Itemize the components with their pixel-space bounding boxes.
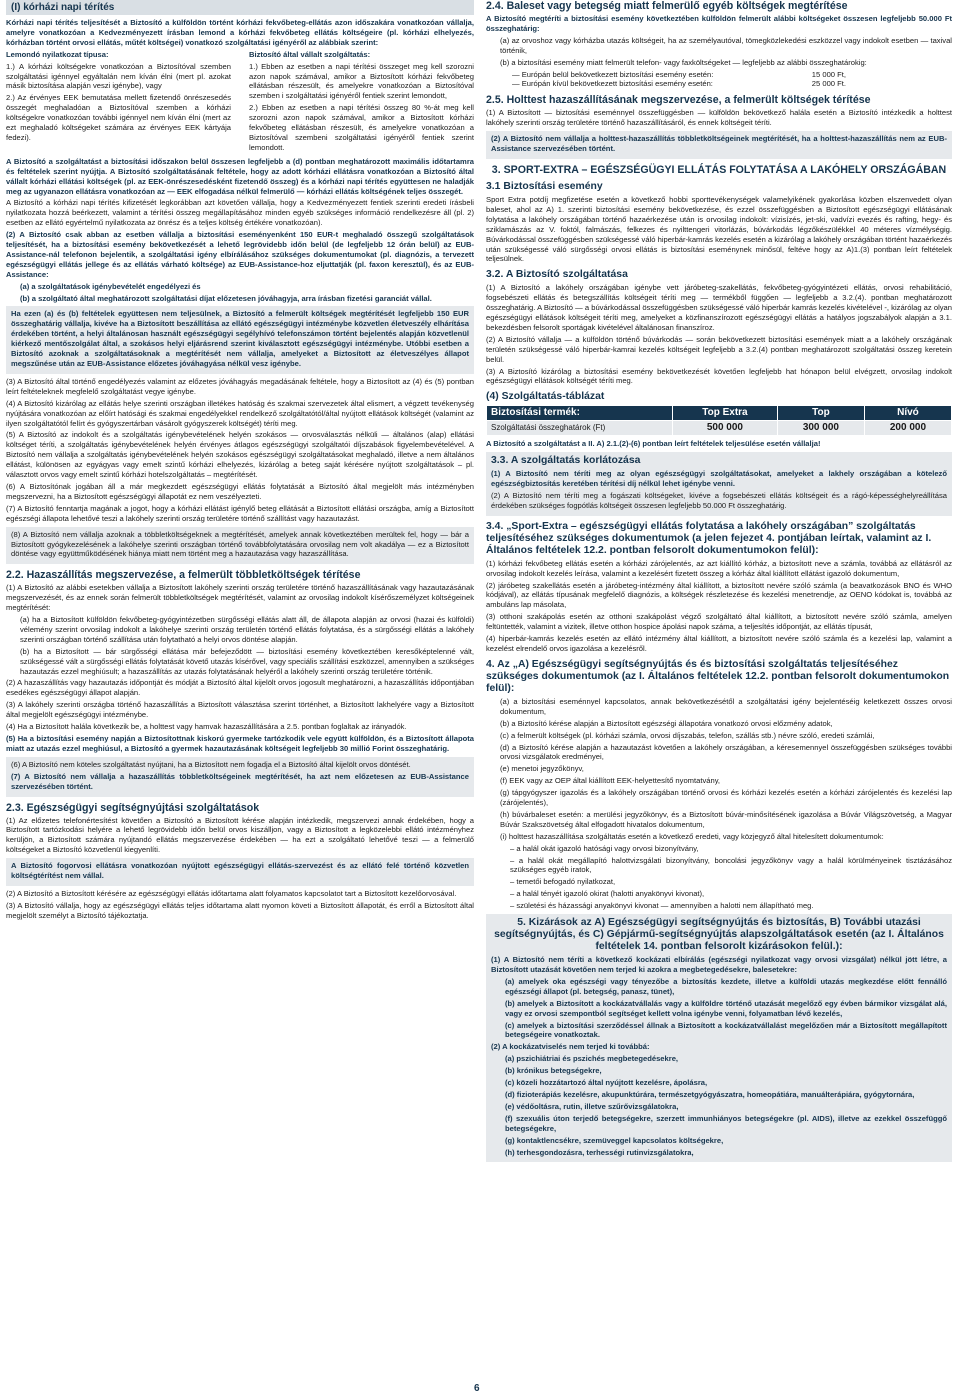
- list-item: – a halál tényét igazoló okirat (halotti anyakönyvi kivonat),: [510, 889, 705, 899]
- list-item: – születési és házassági anyakönyvi kivonat — amennyiben a halotti nem állapítható meg.: [510, 901, 814, 911]
- notice-text: (8) A Biztosító nem vállalja azoknak a többletköltségeknek a megtérítését, amelyek annak következtében merültek fel, hogy — bár a Biztosított gyógykezelésének a lakóhelye szerinti országban történő továbbfolytatására orvosilag nem volt akadálya — ez a Biztosított döntése vagy együttműködésének hiánya miatt nem történt meg a hazautazása vagy hazaszállítása.: [11, 529, 469, 559]
- intro-paragraph: Kórházi napi térítés teljesítését a Biztosító a külföldön történt kórházi fekvőbeteg-ellátás azon időszakára vonatkozóan vállalja, amelyre vonatkozóan a Kedvezményezett írásban lemond a kórházi fekvőbeteg ellátás költségeire (pl. kórházi elhelyezés, kórházban történt orvosi ellátás, műtét költségei) vonatkozó szolgáltatási igényéről az alábbiak szerint:: [6, 18, 474, 47]
- limit-value: 25 000 Ft.: [811, 79, 846, 89]
- list-item: (e) védőoltásra, rutin, illetve szűrővizsgálatokra,: [505, 1101, 679, 1111]
- notice-text: Ha ezen (a) és (b) feltételek együttesen nem teljesülnek, a Biztosító a felmerült költségek megtérítését legfeljebb 150 EUR összeghatárig vállalja, kivéve ha a Biztosított beszállítása az ellátó egészségügyi intézménybe közvetlen életveszély elhárítása érdekében történt, a helyi általánosan használt egészségügyi segélyhívó telefonszámon történt bejelentés alapján közvetlenül kiérkező mentőszolgálat által, a szokásos helyi eljárásrend szerint kiválasztott egészségügyi intézménybe. Utóbbi esetben a Biztosító azoknak a szolgáltatásoknak a megtérítését nem vállalja, amelyeket a Biztosított az életveszélyes állapot megszűnése után az EUB-Assistance előzetes jóváhagyása nélkül vesz igénybe.: [11, 309, 469, 368]
- table-header-cell: Top Extra: [673, 406, 778, 421]
- list-item: (a) ha a Biztosított külföldön fekvőbeteg-gyógyintézetben sürgősségi ellátás alatt áll, de állapota alapján az orvosi (hazai és külföldi) vélemény szerint orvosilag indokolt a lakóhelye szerinti ország területén történő ellátás folytatása, és a sürgősségi ellátás a lakóhely szerinti országban történő szállítása után folytatható a helyi orvos döntése alapján.: [20, 615, 474, 644]
- list-item: (b) a biztosítási esemény miatt felmerült telefon- vagy faxköltségeket — legfeljebb az alábbi összeghatárokig:: [500, 57, 867, 67]
- declaration-col-right: [249, 50, 474, 155]
- paragraph: (1) A Biztosító a lakóhely országában igénybe vett járóbeteg-szakellátás, fekvőbeteg-gyógyintézeti ellátás, orvosi rehabilitáció, fogsebészeti ellátás és betegszállítás költségeit téríti meg — termékből függően — legfeljebb a 3.2.(4). pontban meghatározott összeghatárig. A Biztosító — a búvárkodással összefüggésben szükségessé váló hiperbár kamrás kezelés kivételével -, kizárólag az olyan egészségügyi ellátások költségeit téríti meg, amelyeket a közfinanszírozott egészségügyi ellátás a hatályos jogszabályok alapján a 3.1. bekezdésben felsorolt sportágak kivételével általánosan finanszíroz.: [486, 283, 952, 332]
- paragraph: (3) A Biztosító által történő engedélyezés valamint az előzetes jóváhagyás megadásának feltétele, hogy a Biztosított az (4) és (5) pontban leírt feltételeknek megfelelő szolgáltatást vegye igénybe.: [6, 376, 474, 396]
- paragraph: (4) A Biztosító kizárólag az ellátás helye szerinti országban illetékes hatóság és szakmai szervezetek által elismert, a végzett tevékenység nyújtására vonatkozóan az előírt hatósági és szakmai engedélyekkel rendelkező szolgáltatótól/által nyújtott ellátások költségét (valamint az ilyen szolgáltatótól felírt és gyógyszertárban vásárolt gyógyszerek költségét) téríti meg.: [6, 398, 474, 428]
- list-item: (i) holttest hazaszállítása szolgáltatás esetén a következő eredeti, vagy közjegyző által hitelesített dokumentumok:: [500, 831, 884, 841]
- list-item: (d) fizioterápiás kezelésre, akupunktúrára, természetgyógyászatra, homeopátiára, manuálterápiára, gyógytornára,: [505, 1089, 915, 1099]
- declaration-row-1-left: 1.) A kórházi költségekre vonatkozóan a Biztosítóval szemben szolgáltatási igénnyel egyáltalán nem kíván élni (mert pl. azokat másik biztosítása alapján veszi igénybe), vagy: [6, 61, 231, 91]
- list-item: (f) EEK vagy az OEP által kiállított EEK-helyettesítő nyomtatvány,: [500, 776, 721, 786]
- section-heading: 3.3. A szolgáltatás korlátozása: [491, 455, 641, 467]
- table-row: [487, 421, 952, 436]
- paragraph: (3) A lakóhely szerinti országba történő hazaszállítás a Biztosított választása szerint történhet, a Biztosított lakhelyére vagy a Biztosított által megjelölt egészségügyi intézménybe.: [6, 700, 474, 720]
- notice-box: [486, 452, 952, 516]
- declaration-table: [6, 50, 474, 155]
- list-item: (b) a szolgáltató által meghatározott szolgáltatási díjat előzetesen jóváhagyja, arra írásban fizetési garanciát vállal.: [20, 293, 432, 303]
- section-heading: 2.3. Egészségügyi segítségnyújtási szolgáltatások: [6, 801, 260, 814]
- paragraph: (5) A Biztosító az indokolt és a szolgáltatás igénybevételének helyén szokásos — orvosválasztás nélküli — általános (alap) ellátási költséget téríti, a szolgáltatás igénybevételének helyén érvényes átlagos egészségügyi szolgáltatói díjszabások figyelembevételével. A Biztosító nem vállalja a szolgáltatás igénybevételének helyén szokásos egészségügyi szolgáltatásokat meghaladó, illetve a nem általános ellátást, különösen az egyágyas vagy emelt szintű kórházi elhelyezés, kizárólag a beteg saját kérésére nyújtott szolgáltatások – pl. választott orvos vagy emelt szintű kórházi hotelszolgáltatás – megtérítését.: [6, 430, 474, 480]
- left-column: [6, 0, 474, 923]
- notice-box: [486, 131, 952, 159]
- page-number: 6: [474, 1383, 480, 1394]
- paragraph: (3) A Biztosító vállalja, hogy az egészségügyi ellátás teljes időtartama alatt nyomon követi a Biztosított állapotát, és erről a Biztosított által megjelölt személyt a Biztosító tájékoztatja.: [6, 900, 474, 920]
- service-table: [486, 405, 952, 436]
- section-heading: 2.5. Holttest hazaszállításának megszervezése, a felmerült költségek térítése: [486, 94, 871, 107]
- paragraph: Sport Extra potdíj megfizetése esetén a következő hobbi sporttevékenységek valamelyikének gyakorlása közben elszenvedett olyan baleset, ahol az A) 1. szerinti biztosítási esemény bekövetkezése, és ezzel összefüggésben a Biztosított egészségügyi ellátásának folytatása a lakóhely országában történő hazaérkezése után is orvosilag indokolt: vízisízés, jet-ski, vadvízi evezés és rafting, hegy- és sziklamászás az V. foktól, falmászás, felkezes és nyilttengeri vitorlázás, búvárkodás légzőkészülékkel 40 méteres vízmélységig. Búvárkodással összefüggésben szükségessé váló hiperbár-kamrás kezelés esetén a kizárólag a lakóhely országában történt hazaérkezés után szükségessé váló sürgősségi orvosi ellátás is biztosítási eseménynek minősül, feltéve hogy az A)1.(3) pontban leírt feltételek teljesülnek.: [486, 194, 952, 264]
- notice-text: A Biztosító fogorvosi ellátásra vonatkozóan nyújtott egészségügyi ellátás-szervezést és az ellátó felé történő közvetlen költségtérítést nem vállal.: [11, 861, 469, 881]
- section-heading: 3.4. „Sport-Extra – egészségügyi ellátás folytatása a lakóhely országában” szolgáltatás teljesítéséhez szükséges dokumentumok (a jelen fejezet 4. pontjában leírtak, valamint az I. Általános feltételek 12.2. pontban felsorolt dokumentumokon felül):: [486, 520, 932, 556]
- declaration-col-left: [6, 50, 231, 155]
- paragraph: (1) A Biztosító az alábbi esetekben vállalja a Biztosított lakóhely szerinti ország területére történő hazaszállításának vagy hazautazásának megszervezését, és az ennek során felmerült többletköltségek megtérítését, valamint az orvosilag indokolt kísérőszemélyzet költségeinek megtérítését:: [6, 583, 474, 613]
- declaration-row-2-right: 2.) Ebben az esetben a napi térítési összeg 80 %-át meg kell szorozni azon napok számával, amikor a Biztosított kórházi fekvőbeteg ellátásban részesült, és amelyekre vonatkozóan a Biztosítóval szembeni szolgáltatási igényéről fentiek szerint lemondott.: [249, 103, 474, 152]
- table-cell: 300 000: [777, 421, 864, 436]
- paragraph: (6) A Biztosítónak jogában áll a már megkezdett egészségügyi ellátás folytatását a Biztosító által megjelölt más intézményben megszervezni, ha a Biztosított egészségügyi állapotát ez nem veszélyezteti.: [6, 481, 474, 501]
- paragraph: (4) hiperbár-kamrás kezelés esetén az ellátó intézmény által kiállított, a biztosított nevére szóló számla és a kezelési lap, valamint a kezelést elrendelő orvos igazolása a kezelésről.: [486, 634, 952, 653]
- list-item: (c) a felmerült költségek (pl. kórházi számla, orvosi díjszabás, telefon, szállás stb.) névre szóló, eredeti számlái,: [500, 730, 875, 740]
- table-header-row: [487, 406, 952, 421]
- notice-box: [6, 858, 474, 886]
- notice-text: (7) A Biztosító nem vállalja a hazaszállítás többletköltségeinek megtérítését, ha azt nem előzetesen az EUB-Assistance szervezésében történt.: [11, 771, 469, 791]
- paragraph: (7) A Biztosító fenntartja magának a jogot, hogy a kórházi ellátást igénylő beteg ellátását a Biztosított ellátási országba, amíg a Biztosított egészségi állapota lehetővé teszi a lakóhely szerinti ország területére történő szállítást vagy hazautazást.: [6, 503, 474, 523]
- section-heading: 5. Kizárások az A) Egészségügyi segítségnyújtás és biztosítás, B) További utazási segítségnyújtás, és C) Gépjármű-segítségnyújtás alapszolgáltatások esetén (az I. Általános feltételek 14. pontban felsorolt kizárásokon felül.):: [494, 917, 944, 953]
- list-item: (b) a Biztosító kérése alapján a Biztosított egészségi állapotára vonatkozó orvosi előzmény adatok,: [500, 718, 833, 728]
- section-heading: 2.2. Hazaszállítás megszervezése, a felmerült többletköltségek térítése: [6, 569, 361, 582]
- paragraph: (2) járóbeteg szakellátás esetén a járóbeteg-intézmény által kiállított, a biztosított nevére szóló számla (a beavatkozások BNO és WHO kódjával), az ellátás típusának megfelelő diagnózis, a költségek részletezése és kezelési menetrendje, az OENO kódokat is, továbbá az ambuláns lap másolata,: [486, 580, 952, 610]
- paragraph: (2) A hazaszállítás vagy hazautazás időpontját és módját a Biztosító által kijelölt orvos jogosult meghatározni, a hazaszállítás időpontjában esedékes egészségügyi állapot alapján.: [6, 678, 474, 698]
- notice-text: (2) A Biztosító nem vállalja a holttest-hazaszállítás többletköltségeinek megtérítését, ha a holttest-hazaszállítás nem az EUB-Assistance szervezésében történt.: [491, 134, 947, 154]
- paragraph: A Biztosító megtéríti a biztosítási esemény következtében külföldön felmerült alábbi költségeket összesen legfeljebb 50.000 Ft összeghatárig:: [486, 14, 952, 33]
- notice-text: (1) A Biztosító nem téríti a következő kockázati elbírálás (egészségi nyilatkozat vagy orvosi vizsgálat) nélkül jött létre, a Biztosított utazását követően nem terjed ki azokra a megbetegedésekre, balesetekre:: [491, 955, 947, 974]
- list-item: (a) amelyek oka egészségi vagy tényezőbe a biztosítás kezdete, illetve a külföldi utazás megkezdése előtt fennálló egészségi állapot (pl. betegség, panasz, tünet),: [505, 976, 947, 996]
- list-item: (a) a szolgáltatások igénybevételét engedélyezi és: [20, 281, 201, 291]
- paragraph: (1) kórházi fekvőbeteg ellátás esetén a kórházi zárójelentés, az azt kiállító kórház, a biztosított neve a számla, továbbá az ellátásról az orvosilag indokolt kezelés leírása, valamint a kezelésért fizetett összeg a kórház által kiállított ellátást igazoló dokumentum,: [486, 558, 952, 578]
- paragraph: (2) A Biztosító csak abban az esetben vállalja a biztosítási eseményenként 150 EUR-t meghaladó összegű szolgáltatások teljesítését, ha a biztosítási esemény bekövetkezését a lehető legrövidebb időn belül (de legfeljebb 12 órán belül) az EUB-Assistance-nál telefonon bejelentik, a szolgáltatási igény elbírálásához szükséges dokumentumokat (pl. diagnózis, a tervezett egészségügyi ellátás jellege és az ellátás várható költsége) az EUB-Assistance-hoz eljuttatják (pl. faxon keresztül), és az EUB-Assistance:: [6, 230, 474, 279]
- list-item: (c) közeli hozzátartozó által nyújtott kezelésre, ápolásra,: [505, 1078, 708, 1088]
- paragraph: (1) A Biztosított — biztosítási eseménnyel összefüggésben — külföldön bekövetkező halála esetén a Biztosító intézkedik a holttest lakóhely szerinti ország területére történő hazaszállításáról, és ennek költségeit téríti.: [486, 108, 952, 128]
- list-item: (e) menetoi jegyzőkönyv,: [500, 764, 584, 774]
- notice-box: [6, 527, 474, 565]
- notice-text: (2) A kockázatviselés nem terjed ki továbbá:: [491, 1042, 650, 1052]
- limit-label: — Európán kívül bekövetkezett biztosítási esemény esetén:: [512, 79, 713, 89]
- notice-text: (2) A Biztosító nem téríti meg a fogászati költségeket, kivéve a fogsebészeti ellátás költségeit és a rágó-képességhelyreállítása érdekében szükséges fogpótlás költségeit összesen legfeljebb 50.000 Ft összeghatárig.: [491, 490, 947, 510]
- notice-text: (1) A Biztosító nem téríti meg az olyan egészségügyi szolgáltatásokat, amelyeket a lakhely országában a kötelező egészségbiztosítás keretében térítési díj nélkül lehet igénybe venni.: [491, 469, 947, 488]
- notice-box: [6, 306, 474, 373]
- declaration-row-2-left: 2.) Az érvényes EEK bemutatása mellett fizetendő önrészesedés összegét meghaladóan a Biztosítóval szemben a kórházi költségekre vonatkozóan további igénnyel nem kíván élni (mert az ezt meghaladó költségeket számára az érvényes EEK kártyája fedezi).: [6, 93, 231, 142]
- list-item: – a halál okát megállapító halottvizsgálati bizonyítvány, boncolási jegyzőkönyv vagy a halál körülményeinek tisztázásához szükséges egyéb iratok,: [510, 855, 952, 875]
- list-item: (g) kontaktlencsékre, szemüveggel kapcsolatos költségekre,: [505, 1135, 724, 1145]
- paragraph: (1) Az előzetes telefonértesítést követően a Biztosító a Biztosított kérése alapján intézkedik, megszervezi annak érdekében, hogy a Biztosított tartózkodási helyére a lehető legrövidebb időn belül orvos kiszálljon, vagy a Biztosított a legközelebbi ellátó intézményhez kerüljön, a Biztosított számára nyújtandó ellátás megszervezése érdekében — ha ezt a szolgáltató lehetővé teszi — a felmerülő költségeket a Biztosító közvetlenül kiegyenlíti.: [6, 815, 474, 855]
- notice-text: (6) A Biztosító nem köteles szolgáltatást nyújtani, ha a Biztosított nem fogadja el a Biztosító által kijelölt orvos döntését.: [11, 759, 411, 769]
- table-cell: 500 000: [673, 421, 778, 436]
- section-heading: 3.1 Biztosítási esemény: [486, 180, 603, 192]
- list-item: (b) ha a Biztosított — bár sürgősségi ellátása már befejeződött — biztosítási esemény következtében keresőképtelenné vált, szükségessé vált a sürgősségi ellátás folytatását követő utazás kísérővel, vagy speciális szállítási eszközzel, amennyiben a szükséges hazautazás ezzel meghiúsult; a hazaszállítás az utazás folytatásának helyéről a lakóhely szerinti ország területére történik.: [20, 646, 474, 676]
- limit-value: 15 000 Ft,: [811, 69, 846, 79]
- list-item: (h) terhesgondozásra, terhességi rutinvizsgálatokra,: [505, 1147, 694, 1157]
- list-item: (a) pszichiátriai és pszichés megbetegedésekre,: [505, 1054, 679, 1064]
- section-heading: 4. Az „A) Egészségügyi segítségnyújtás és és biztosítási szolgáltatás teljesítéséhez szükséges dokumentumok (az I. Általános feltételek 12.2. pontban felsorolt dokumentumokon felül):: [486, 658, 950, 694]
- paragraph: (2) A Biztosító a Biztosított kérésére az egészségügyi ellátás időtartama alatt folyamatos kapcsolatot tart a Biztosított kezelőorvosával.: [6, 888, 457, 898]
- list-item: (d) a Biztosító kérése alapján a hazautazást követően a lakóhely országában, a kéresemennyel összefüggésben szükséges további orvosi vizsgálatok eredményei,: [500, 742, 952, 762]
- list-item: (b) amelyek a Biztosított a kockázatvállalás vagy a külföldre történő utazását megelőző egy évben bármikor vizsgálat alá, vagy ez orvosi szempontból segítséget kellett volna igénybe venni, folyamatban lévő kezelés,: [505, 998, 947, 1018]
- limit-row: [486, 70, 846, 80]
- table-header-cell: Biztosítási termék:: [487, 406, 673, 421]
- section-heading: 3.2. A Biztosító szolgáltatása: [486, 269, 628, 281]
- list-item: (f) szexuális úton terjedő betegségekre, szerzett immunhiányos betegségekre (pl. AIDS), illetve az ezekkel összefüggő betegségekre,: [505, 1113, 947, 1133]
- paragraph: A Biztosító a kórházi napi térítés kifizetését legkorábban azt követően vállalja, hogy a Kedvezményezett fentiek szerinti eredeti írásbeli nyilatkozata hozzá beérkezett, valamint a térítési összeg megállapításához minden egyéb szükséges információ rendelkezésre áll (pl. 2) esetben az ellátó egyértelmű nyilatkozata az önrész és a teljes költség értékére vonatkozóan).: [6, 198, 474, 228]
- paragraph: (3) A Biztosító kizárólag a biztosítási esemény bekövetkezését követően legfeljebb hat hónapon belül elvégzett, orvosilag indokolt egészségügyi ellátások költségét téríti meg.: [486, 366, 952, 386]
- limit-row: [486, 79, 846, 89]
- section-heading: (4) Szolgáltatás-táblázat: [486, 391, 605, 403]
- table-cell: Szolgáltatási összeghatárok (Ft): [487, 421, 673, 436]
- section-header: (I) kórházi napi térítés: [6, 0, 474, 15]
- table-header-cell: Nívó: [864, 406, 951, 421]
- list-item: (b) krónikus betegségekre,: [505, 1066, 602, 1076]
- right-column: [486, 0, 952, 1165]
- chapter-heading: 3. SPORT-EXTRA – EGÉSZSÉGÜGYI ELLÁTÁS FOLYTATÁSA A LAKÓHELY ORSZÁGÁBAN: [491, 163, 947, 176]
- list-item: – a halál okát igazoló hatósági vagy orvosi bizonyítvány,: [510, 843, 699, 853]
- limit-label: — Európán belül bekövetkezett biztosítási esemény esetén:: [512, 69, 714, 79]
- declaration-header-right: Biztosító által vállalt szolgáltatás:: [249, 49, 371, 59]
- paragraph: (5) Ha a biztosítási esemény napján a Biztosítottnak kiskorú gyermeke tartózkodik vele együtt külföldön, és a Biztosított állapota miatt az utazás ezzel meghiúsul, a Biztosító a gyermek hazautazásának költségeit legfeljebb 30 millió Forint összeghatárig.: [6, 734, 474, 753]
- paragraph: (4) Ha a Biztosított halála következik be, a holttest vagy hamvak hazaszállítására a 2.5. pontban foglaltak az irányadók.: [6, 722, 407, 732]
- table-header-cell: Top: [777, 406, 864, 421]
- paragraph: (3) otthoni szakápolás esetén az otthoni szakápolást végző szolgáltató által kiállított, a biztosított nevére szóló számla, amelyen feltüntették, valamint a vizitek, illetve otthon hospice ápolási napok száma, a teljesítés időpontját, az ellátás típusát,: [486, 612, 952, 632]
- notice-box: [486, 914, 952, 1162]
- notice-box: [6, 757, 474, 797]
- declaration-header-left: Lemondó nyilatkozat típusa:: [6, 49, 109, 59]
- list-item: (h) búvárbaleset esetén: a merülési jegyzőkönyv, és a Biztosított búvár-minősítésének igazolása a Búvár Világszövetség, a Magyar Búvár Szakszövetség által elfogadott hivatalos dokumentum,: [500, 809, 952, 829]
- list-item: (a) az orvoshoz vagy kórházba utazás költségeit, ha az személyautóval, tömegközlekedési eszközzel vagy indokolt esetben — taxival történik,: [500, 35, 952, 55]
- list-item: (c) amelyek a biztosítási szerződéssel állnak a Biztosított a kockázatvállalást megelőzően már a Biztosított megállapított betegségeire vonatkoztak.: [505, 1020, 947, 1040]
- declaration-row-1-right: 1.) Ebben az esetben a napi térítési összeget meg kell szorozni azon napok számával, amikor a Biztosított kórházi fekvőbeteg ellátásban részesült, és amelyekre vonatkozóan a Biztosítóval szemben i szolgáltatási igényéről fentiek szerint lemondott,: [249, 61, 474, 101]
- paragraph: A Biztosító a szolgáltatást a biztosítási időszakon belül összesen legfeljebb a (d) pontban meghatározott maximális időtartamra és feltételek szerint nyújtja. A Biztosító szolgáltatásának feltétele, hogy az adott kórházi ellátásra vonatkozóan a Biztosító által vállalt kórházi ellátási költségek (pl. az EEK-önrészesedésként fizetendő összeg) és a kórházi napi térítés együttesen ne haladják meg az ugyanazon ellátásra vonatkozóan az — EEK elfogadása nélkül felmerülő — kórházi ellátás költségének teljes összegét.: [6, 156, 474, 196]
- paragraph: (2) A Biztosító vállalja — a külföldön történő búvárkodás — során bekövetkezett biztosítási események miatt a a lakóhely országának területén szükségessé váló hiperbár-kamrai kezelés költségeit legfeljebb a 3.2.(4) pontban meghatározott szolgáltatási összeg keretein belül.: [486, 334, 952, 364]
- list-item: (g) tápgyógyszer igazolás és a lakóhely országában történő orvosi és kórházi kezelés esetén a kórházi zárójelentés és kezelési lap (zárójelentés),: [500, 788, 952, 808]
- section-heading: 2.4. Baleset vagy betegség miatt felmerülő egyéb költségek megtérítése: [486, 0, 848, 12]
- list-item: – temetői befogadó nyilatkozat,: [510, 877, 616, 887]
- table-note: A Biztosító a szolgáltatást a II. A) 2.1.(2)-(6) pontban leírt feltételek teljesülése esetén vállalja!: [486, 439, 821, 449]
- table-cell: 200 000: [864, 421, 951, 436]
- list-item: (a) a biztosítási eseménnyel kapcsolatos, annak bekövetkezésétől a szolgáltatási igény bejelentéséig keletkezett összes orvosi dokumentum,: [500, 696, 952, 716]
